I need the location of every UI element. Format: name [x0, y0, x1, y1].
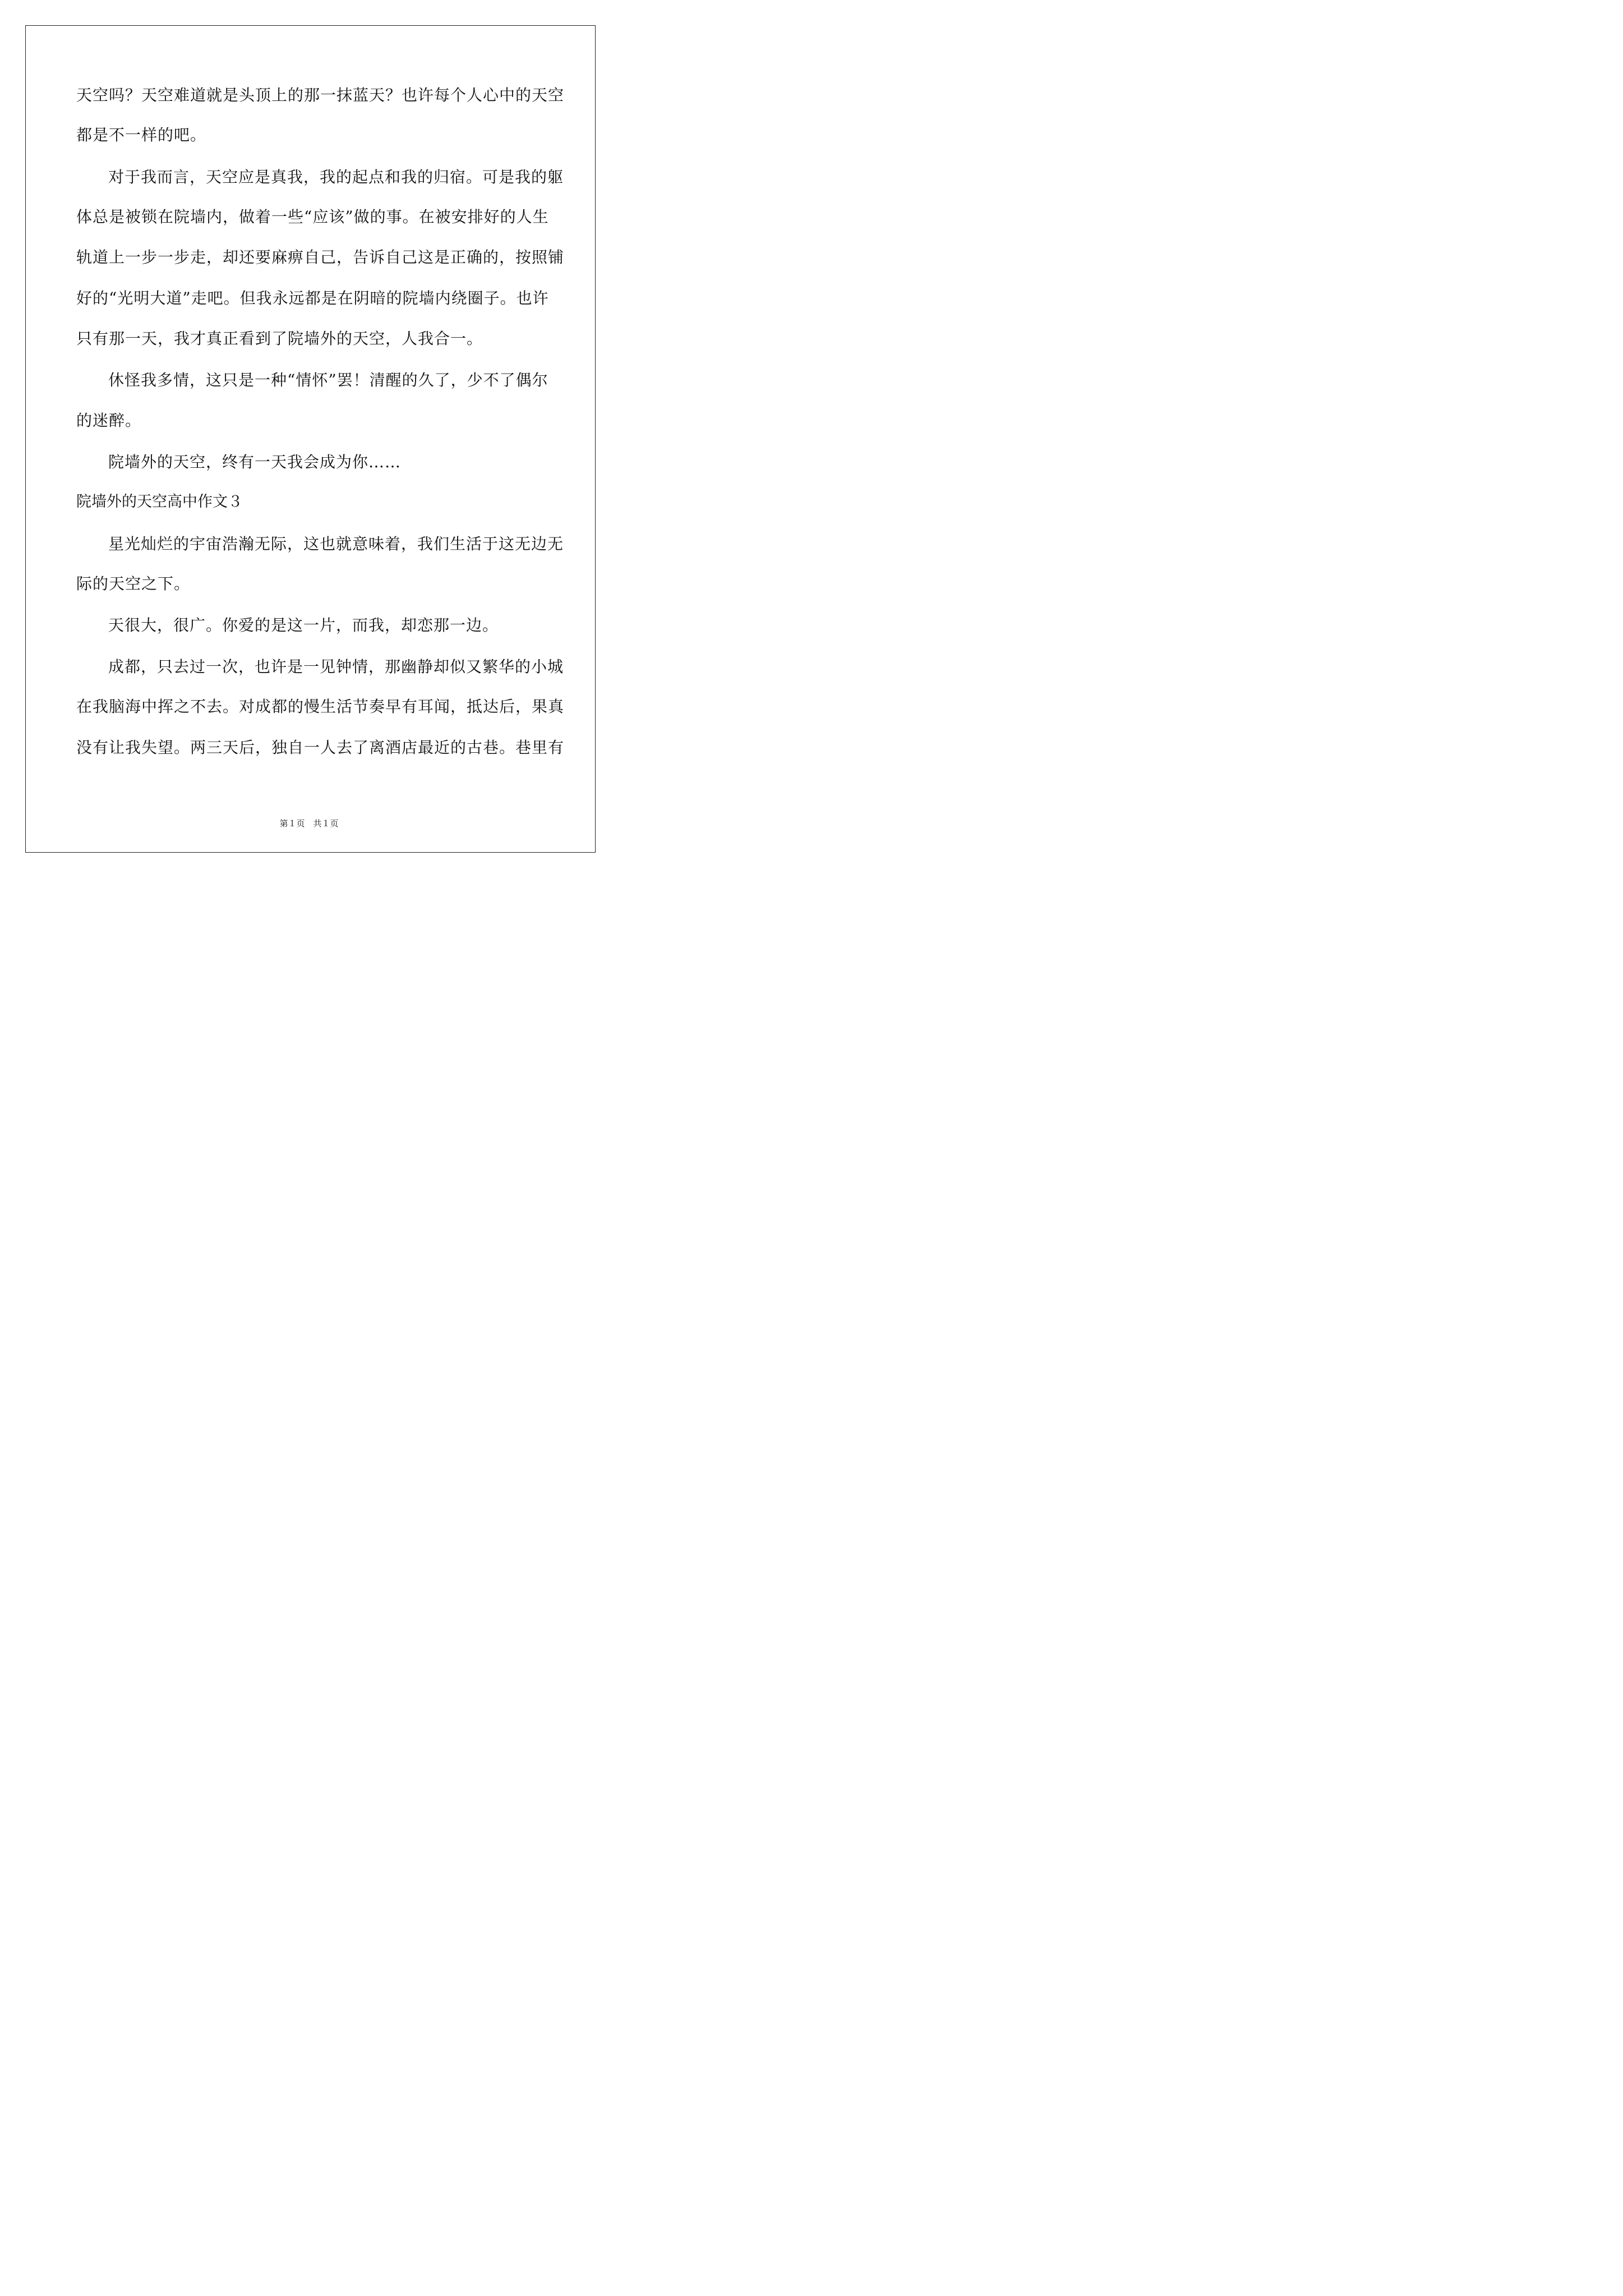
text-line: 只有那一天，我才真正看到了院墙外的天空，人我合一。	[76, 329, 483, 348]
text-line: 的迷醉。	[76, 411, 142, 430]
text-line: 际的天空之下。	[76, 574, 191, 593]
page-number-footer: 第１页 共１页	[279, 818, 339, 829]
text-line: 都是不一样的吧。	[76, 126, 207, 144]
section-heading: 院墙外的天空高中作文３	[76, 493, 243, 510]
paragraph-first-line: 天很大，很广。你爱的是这一片，而我，却恋那一边。	[108, 616, 499, 634]
page-border	[25, 25, 596, 853]
paragraph-first-line: 对于我而言，天空应是真我，我的起点和我的归宿。可是我的躯	[108, 168, 564, 186]
text-line: 轨道上一步一步走，却还要麻痹自己，告诉自己这是正确的，按照铺	[76, 248, 565, 266]
text-line: 在我脑海中挥之不去。对成都的慢生活节奏早有耳闻，抵达后，果真	[76, 697, 565, 716]
text-line: 没有让我失望。两三天后，独自一人去了离酒店最近的古巷。巷里有	[76, 738, 565, 757]
paragraph-first-line: 院墙外的天空，终有一天我会成为你……	[108, 453, 402, 471]
paragraph-first-line: 星光灿烂的宇宙浩瀚无际，这也就意味着，我们生活于这无边无	[108, 535, 564, 553]
text-line: 好的“光明大道”走吧。但我永远都是在阴暗的院墙内绕圈子。也许	[76, 289, 549, 307]
text-line: 体总是被锁在院墙内，做着一些“应该”做的事。在被安排好的人生	[76, 208, 549, 226]
paragraph-first-line: 成都，只去过一次，也许是一见钟情，那幽静却似又繁华的小城	[108, 657, 564, 676]
text-line: 天空吗？天空难道就是头顶上的那一抹蓝天？也许每个人心中的天空	[76, 86, 565, 104]
paragraph-first-line: 休怪我多情，这只是一种“情怀”罢！清醒的久了，少不了偶尔	[108, 371, 548, 389]
